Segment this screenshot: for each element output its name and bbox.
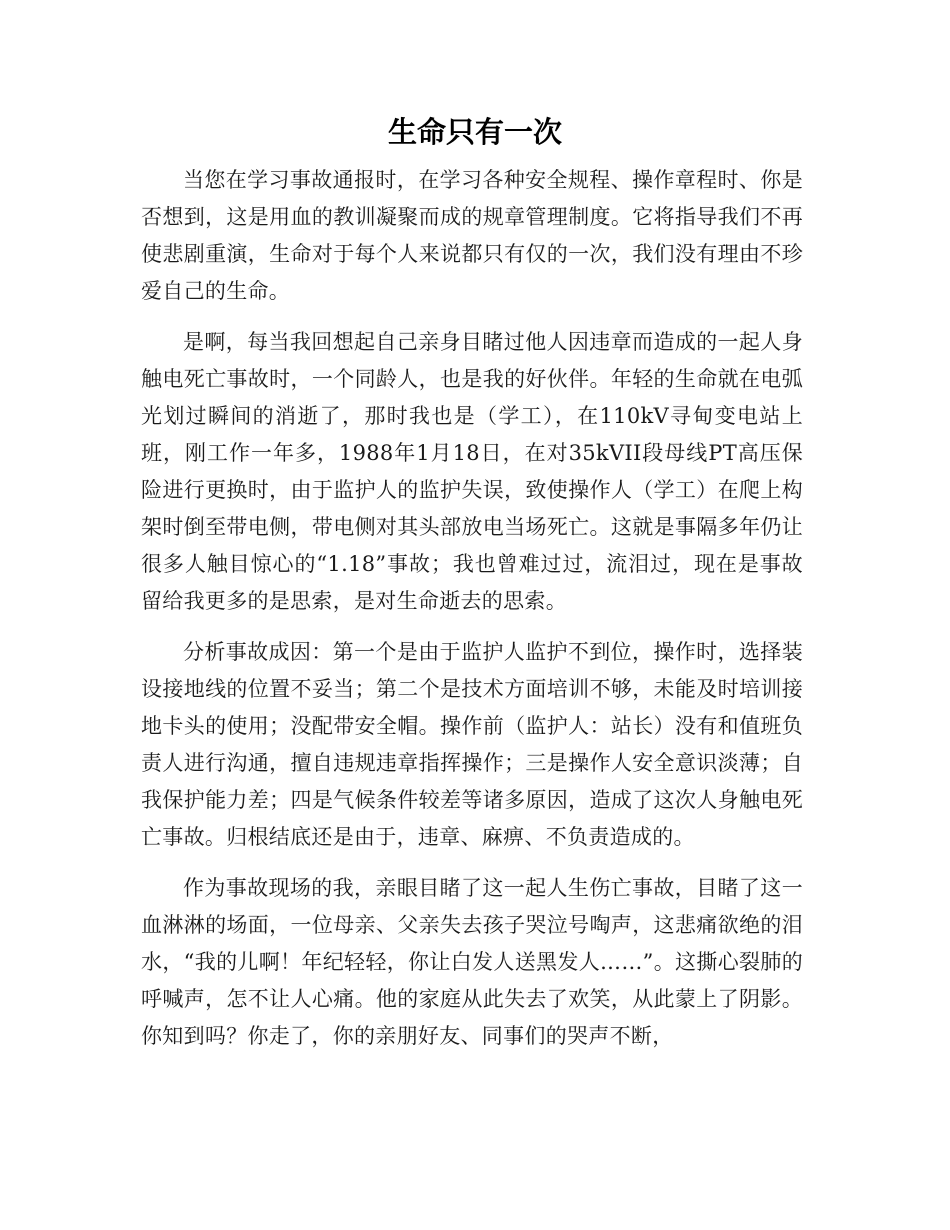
paragraph-3: 分析事故成因：第一个是由于监护人监护不到位，操作时，选择装设接地线的位置不妥当；第二个是技术方面培训不够，未能及时培训接地卡头的使用；没配带安全帽。操作前（监护人：站长）没有和值班负责人进行沟通，擅自违规违章指挥操作；三是操作人安全意识淡薄；自我保护能力差；四是气候条件较差等诸多原因，造成了这次人身触电死亡事故。归根结底还是由于，违章、麻痹、不负责造成的。 xyxy=(141,640,803,849)
paragraph-2: 是啊，每当我回想起自己亲身目睹过他人因违章而造成的一起人身触电死亡事故时，一个同龄人，也是我的好伙伴。年轻的生命就在电弧光划过瞬间的消逝了，那时我也是（学工），在110kV寻甸变电站上班，刚工作一年多，1988年1月18日，在对35kVII段母线PT高压保险进行更换时，由于监护人的监护失误，致使操作人（学工）在爬上构架时倒至带电侧，带电侧对其头部放电当场死亡。这就是事隔多年仍让很多人触目惊心的“1.18”事故；我也曾难过过，流泪过，现在是事故留给我更多的是思索，是对生命逝去的思索。 xyxy=(141,330,803,613)
document-title: 生命只有一次 xyxy=(387,115,562,149)
paragraph-1: 当您在学习事故通报时，在学习各种安全规程、操作章程时、你是否想到，这是用血的教训凝聚而成的规章管理制度。它将指导我们不再使悲剧重演，生命对于每个人来说都只有仅的一次，我们没有理由不珍爱自己的生命。 xyxy=(141,168,803,303)
paragraph-4: 作为事故现场的我，亲眼目睹了这一起人生伤亡事故，目睹了这一血淋淋的场面，一位母亲、父亲失去孩子哭泣号啕声，这悲痛欲绝的泪水，“我的儿啊！年纪轻轻，你让白发人送黑发人……”。这撕心裂肺的呼喊声，怎不让人心痛。他的家庭从此失去了欢笑，从此蒙上了阴影。你知到吗？你走了，你的亲朋好友、同事们的哭声不断， xyxy=(141,876,803,1048)
document-body xyxy=(141,162,803,1069)
